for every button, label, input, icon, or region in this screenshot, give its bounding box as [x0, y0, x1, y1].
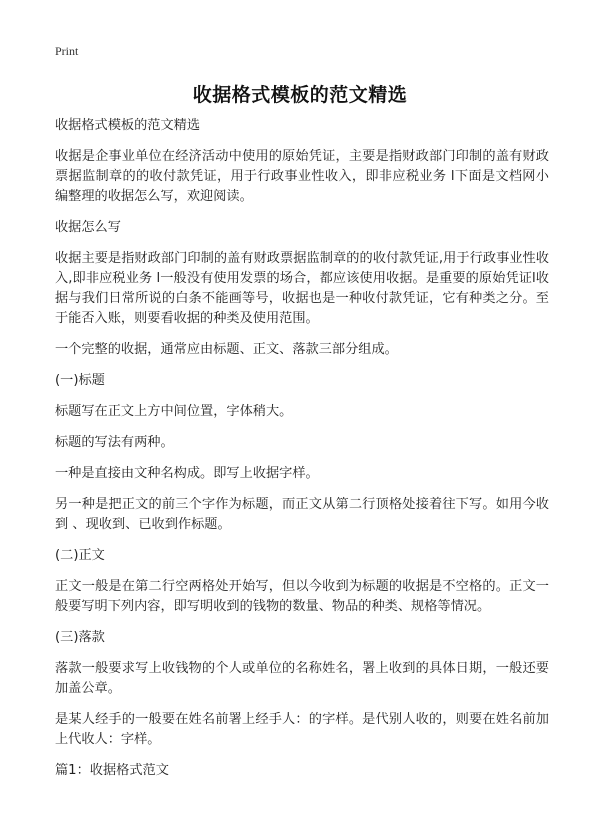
paragraph-structure: 一个完整的收据，通常应由标题、正文、落款三部分组成。	[55, 342, 398, 357]
document-body	[55, 116, 549, 792]
paragraph-title-ways: 标题的写法有两种。	[55, 435, 174, 450]
paragraph-signature-content: 落款一般要求写上收钱物的个人或单位的名称姓名，署上收到的具体日期，一般还要加盖公章。	[55, 661, 549, 696]
paragraph-heading-body: (二)正文	[55, 548, 105, 563]
paragraph-subtitle: 收据格式模板的范文精选	[55, 118, 201, 133]
paragraph-handler-note: 是某人经手的一般要在姓名前署上经手人：的字样。是代别人收的，则要在姓名前加上代收人：字样。	[55, 712, 549, 747]
paragraph-body-content: 正文一般是在第二行空两格处开始写，但以今收到为标题的收据是不空格的。正文一般要写明下列内容，即写明收到的钱物的数量、物品的种类、规格等情况。	[55, 579, 549, 614]
paragraph-title-position: 标题写在正文上方中间位置，字体稍大。	[55, 404, 293, 419]
paragraph-heading-signature: (三)落款	[55, 630, 105, 645]
print-link[interactable]: Print	[55, 44, 79, 58]
paragraph-heading-how-to-write: 收据怎么写	[55, 220, 121, 235]
paragraph-intro: 收据是企事业单位在经济活动中使用的原始凭证，主要是指财政部门印制的盖有财政票据监制章的的收付款凭证，用于行政事业性收入，即非应税业务 l下面是文档网小编整理的收据怎么写，欢迎阅读。	[55, 149, 549, 204]
document-title: 收据格式模板的范文精选	[192, 84, 408, 106]
paragraph-title-way-one: 一种是直接由文种名构成。即写上收据字样。	[55, 466, 319, 481]
paragraph-heading-title: (一)标题	[55, 373, 105, 388]
paragraph-section-one: 篇1：收据格式范文	[55, 763, 169, 778]
paragraph-title-way-two: 另一种是把正文的前三个字作为标题，而正文从第二行顶格处接着往下写。如用今收到 、现收到、已收到作标题。	[55, 497, 549, 532]
paragraph-definition: 收据主要是指财政部门印制的盖有财政票据监制章的的收付款凭证,用于行政事业性收入,即非应税业务 l一般没有使用发票的场合，都应该使用收据。是重要的原始凭证l收据与我们日常所说的白条不能画等号，收据也是一种收付款凭证，它有种类之分。至于能否入账，则要看收据的种类及使用范围。	[55, 251, 549, 326]
